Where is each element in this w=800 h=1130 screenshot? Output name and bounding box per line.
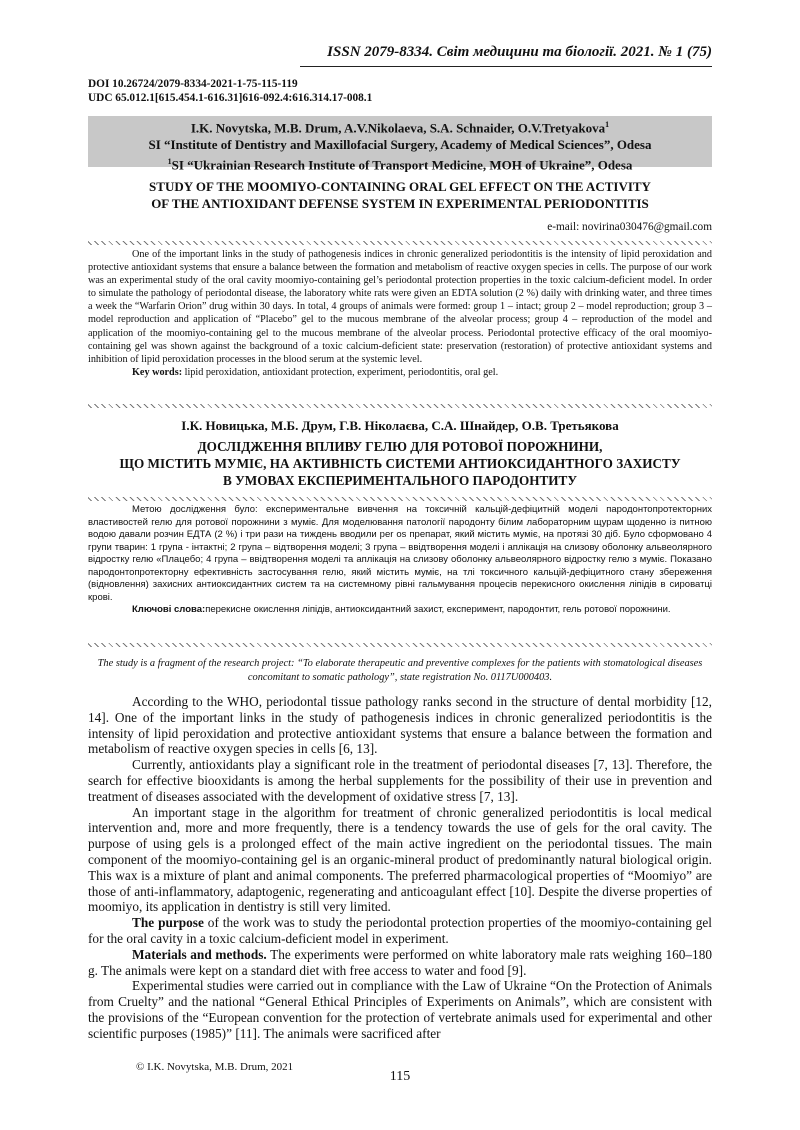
article-body [88, 694, 712, 1042]
doi: DOI 10.26724/2079-8334-2021-1-75-115-119 [88, 78, 298, 90]
doi-block [88, 77, 712, 105]
paragraph-purpose: The purpose of the work was to study the periodontal protection properties of the moomiyo-containing gel for the oral cavity in a toxic calcium-deficient model in experiment. [88, 915, 712, 946]
copyright: © I.K. Novytska, M.B. Drum, 2021 [136, 1061, 294, 1073]
contact-email[interactable]: e-mail: novirina030476@gmail.com [547, 221, 712, 233]
divider [88, 241, 712, 245]
page-number: 115 [389, 1069, 411, 1084]
authors-ua: І.К. Новицька, М.Б. Друм, Г.В. Ніколаєва, С.А. Шнайдер, О.В. Третьякова [181, 418, 619, 433]
header-rule [300, 66, 712, 67]
paragraph: Experimental studies were carried out in compliance with the Law of Ukraine “On the Protection of Animals from Cruelty” and the national “General Ethical Principles of Experiments on Animals”, which are consistent with the provisions of the “European convention for the protection of vertebrate animals used for experimental and other scientific purposes (1985)” [11]. The animals were sacrificed after [88, 978, 712, 1041]
affiliation-1: SI “Institute of Dentistry and Maxillofacial Surgery, Academy of Medical Sciences”, Odesa [148, 137, 652, 153]
abstract-en [88, 248, 712, 379]
research-project-note: The study is a fragment of the research project: “To elaborate therapeutic and preventive complexes for the patients with stomatological diseases concomitant to somatic pathology”, state registration No. 0117U000403. [97, 658, 703, 683]
keywords-ua: Ключові слова:перекисне окислення ліпідів, антиоксидантний захист, експеримент, пародонтит, гель ротової порожнини. [132, 604, 671, 615]
abstract-ua [88, 504, 712, 617]
divider [88, 404, 712, 408]
paragraph: An important stage in the algorithm for treatment of chronic generalized periodontitis is local medical intervention and, more and more frequently, there is a tendency towards the use of gels for the oral cavity. The purpose of using gels is a prolonged effect of the main active ingredient on the periodontal tissues. The main component of the moomiyo-containing gel is an organic-mineral product of predominantly natural biological origin. This wax is a mixture of plant and animal components. The preferred pharmacological properties of “Moomiyo” are those of anti-inflammatory, adaptogenic, regenerating and anticoagulant effect [10]. Despite the diverse properties of moomiyo, its application in dentistry is still very limited. [88, 804, 712, 915]
abstract-ua-text: Метою дослідження було: експериментальне вивчення на токсичній кальцій-дефіцитній моделі пародонтопротекторних властивостей гелю для ротової порожнини з муміє. Для моделювання патології пародонту білим лабораторним щурам щоденно із питною водою давали розчин ЕДТА (2 %) і три рази на тиждень вводили per os препарат, який містить муміє, на протязі 30 діб. Було сформовано 4 групи тварин: 1 група - інтактні; 2 група – відтворення моделі; 3 група – ввідтворення моделі і аплікація на слизову оболонку альвеолярного відростку гелю «Плацебо; 4 група – ввідтворення моделі та аплікація на слизову оболонку альвеолярного відростку гелю з муміє. Показано пародонтопротекторну ефективність застосування гелю, який містить муміє, на тлі токсичного кальцій-дефіцитного стану збереження (відновлення) захисних антиоксидантних систем та на системному рівні гальмування процесів перекисного окислення ліпідів в сироватці крові. [88, 504, 712, 603]
abstract-en-text: One of the important links in the study of pathogenesis indices in chronic generalized periodontitis is the intensity of lipid peroxidation and protective antioxidant systems that ensure a balance between the formation and metabolism of reactive oxygen species in cells. The purpose of our work was an experimental study of the oral cavity moomiyo-containing gel’s periodontal protection properties in the toxic calcium-deficient model. In order to simulate the pathology of periodontal disease, the laboratory white rats were given an EDTA solution (2 %) daily with drinking water, and three times a week the “Warfarin Orion” drug within 30 days. In total, 4 groups of animals were formed: group 1 – intact; group 2 – model reproduction; group 3 – model reproduction and application of “Placebo” gel to the mucous membrane of the alveolar process; group 4 – reproduction of the model and application of the moomiyo-containing gel to the mucous membrane of the alveolar process. Periodontal protective efficacy of the oral moomiyo-containing gel was shown against the background of a toxic calcium-deficient state: preservation (restoration) of protective antioxidant systems and inhibition of lipid peroxidation processes in the blood serum at the systemic level. [88, 249, 712, 365]
affiliation-2: $^1$SI “Ukrainian Research Institute of Transport Medicine, MOH of Ukraine”, Odesa [167, 157, 633, 173]
article-title-ua: ДОСЛІДЖЕННЯ ВПЛИВУ ГЕЛЮ ДЛЯ РОТОВОЇ ПОРОЖНИНИ, ЩО МІСТИТЬ МУМІЄ, НА АКТИВНІСТЬ СИСТЕМИ АНТИОКСИДАНТНОГО ЗАХИСТУ В УМОВАХ ЕКСПЕРИМЕНТАЛЬНОГО ПАРОДОНТИТУ [119, 439, 681, 488]
udc: UDC 65.012.1[615.454.1-616.31]616-092.4:616.314.17-008.1 [88, 92, 373, 104]
paragraph: Currently, antioxidants play a significant role in the treatment of periodontal diseases [7, 13]. Therefore, the search for effective biooxidants is among the herbal supplements for the possibility of their use in prevention and treatment of diseases associated with the development of oxidative stress [7, 13]. [88, 757, 712, 804]
paragraph: According to the WHO, periodontal tissue pathology ranks second in the structure of dental morbidity [12, 14]. One of the important links in the study of pathogenesis indices in chronic generalized periodontitis is the intensity of lipid peroxidation and protective antioxidant systems that ensure a balance between the formation and metabolism of reactive oxygen species in cells [6, 13]. [88, 694, 712, 757]
divider [88, 497, 712, 501]
article-title-en: STUDY OF THE MOOMIYO-CONTAINING ORAL GEL EFFECT ON THE ACTIVITY OF THE ANTIOXIDANT DEFENSE SYSTEM IN EXPERIMENTAL PERIODONTITIS [149, 179, 651, 211]
journal-header: ISSN 2079-8334. Світ медицини та біології. 2021. № 1 (75) [327, 44, 712, 60]
paragraph-methods: Materials and methods. The experiments were performed on white laboratory male rats weighing 160–180 g. The animals were kept on a standard diet with free access to water and food [9]. [88, 946, 712, 978]
authors-en: I.K. Novytska, M.B. Drum, A.V.Nikolaeva, S.A. Schnaider, O.V.Tretyakova$^1$ [190, 120, 610, 136]
authors-affiliations-box [88, 116, 712, 173]
keywords-en: Key words: lipid peroxidation, antioxidant protection, experiment, periodontitis, oral gel. [132, 366, 499, 378]
divider [88, 643, 712, 647]
